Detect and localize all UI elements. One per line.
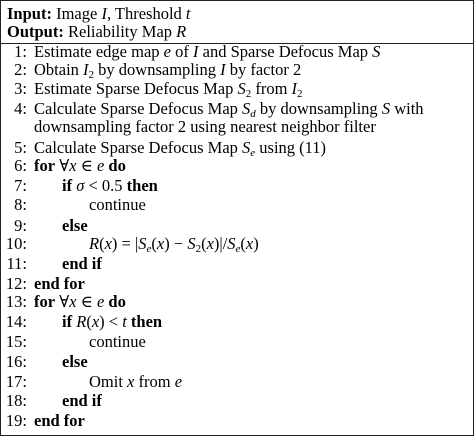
text-fragment: ( xyxy=(86,312,92,331)
algorithm-line xyxy=(1,61,473,79)
algorithm-line xyxy=(1,80,473,98)
keyword: end for xyxy=(34,411,85,430)
output-var: R xyxy=(176,22,187,41)
keyword: if xyxy=(62,176,73,195)
input-var-2: t xyxy=(185,4,191,23)
text-fragment: of xyxy=(171,42,193,61)
subscript: 2 xyxy=(88,69,95,81)
text-fragment: ∈ xyxy=(76,156,97,175)
math-variable: x xyxy=(91,312,100,331)
line-content xyxy=(34,293,126,311)
algorithm-line xyxy=(1,255,473,273)
line-content xyxy=(34,43,380,61)
output-line xyxy=(7,23,186,41)
line-number: 16: xyxy=(5,352,27,371)
algorithm-line xyxy=(1,139,473,157)
text-fragment: ) − xyxy=(164,234,188,253)
math-variable: S xyxy=(372,42,381,61)
keyword: then xyxy=(130,312,163,331)
line-number: 10: xyxy=(5,234,27,253)
line-content xyxy=(89,196,146,214)
text-fragment: ) < xyxy=(99,312,123,331)
line-number: 8: xyxy=(14,195,27,214)
line-content xyxy=(34,412,85,430)
math-variable: S xyxy=(242,138,251,157)
line-content xyxy=(34,157,126,175)
line-content xyxy=(62,313,162,331)
math-variable: S xyxy=(227,234,236,253)
math-variable: x xyxy=(206,234,214,253)
line-number: 13: xyxy=(5,292,27,311)
algorithm-line xyxy=(1,235,473,253)
text-fragment: and Sparse Defocus Map xyxy=(198,42,373,61)
text-fragment: by downsampling xyxy=(94,60,221,79)
text-fragment: continue xyxy=(89,332,146,351)
text-fragment: ( xyxy=(151,234,157,253)
text-fragment: continue xyxy=(89,195,146,214)
math-variable: x xyxy=(245,234,254,253)
input-text-2: , Threshold xyxy=(106,4,186,23)
line-number: 11: xyxy=(6,254,27,273)
text-fragment: from xyxy=(251,79,292,98)
math-variable: S xyxy=(187,234,196,253)
output-text: Reliability Map xyxy=(67,22,177,41)
math-variable: I xyxy=(220,60,226,79)
line-number: 19: xyxy=(5,411,27,430)
text-fragment: from xyxy=(134,372,175,391)
subscript: d xyxy=(250,108,256,120)
math-variable: S xyxy=(242,99,251,118)
line-number: 15: xyxy=(5,332,27,351)
line-content xyxy=(34,118,376,136)
line-content xyxy=(62,177,158,195)
line-number: 18: xyxy=(5,391,27,410)
algorithm-line xyxy=(1,177,473,195)
line-number: 9: xyxy=(14,216,27,235)
algorithm-line xyxy=(1,43,473,61)
input-label: Input: xyxy=(7,4,52,23)
keyword: end for xyxy=(34,274,85,293)
text-fragment: Omit xyxy=(89,372,128,391)
text-fragment: ) xyxy=(253,234,259,253)
text-fragment: Estimate edge map xyxy=(34,42,164,61)
line-number: 2: xyxy=(14,60,27,79)
algorithm-line xyxy=(1,293,473,311)
keyword: do xyxy=(108,156,126,175)
math-variable: x xyxy=(156,234,165,253)
line-content xyxy=(62,217,88,235)
text-fragment: Calculate Sparse Defocus Map xyxy=(34,138,243,157)
text-fragment: by factor 2 xyxy=(225,60,302,79)
text-fragment: Estimate Sparse Defocus Map xyxy=(34,79,238,98)
keyword: if xyxy=(62,312,73,331)
keyword: then xyxy=(126,176,158,195)
algorithm-line xyxy=(1,412,473,430)
output-label: Output: xyxy=(7,22,64,41)
math-variable: e xyxy=(163,42,171,61)
text-fragment: ( xyxy=(201,234,207,253)
text-fragment: )|/ xyxy=(213,234,228,253)
algorithm-line xyxy=(1,157,473,175)
math-variable: R xyxy=(89,234,100,253)
subscript: e xyxy=(235,243,241,255)
algorithm-line xyxy=(1,353,473,371)
algorithm-line xyxy=(1,373,473,391)
math-variable: S xyxy=(381,99,391,118)
text-fragment: Calculate Sparse Defocus Map xyxy=(34,99,243,118)
algorithm-line xyxy=(1,275,473,293)
line-content xyxy=(62,392,102,410)
math-variable: I xyxy=(193,42,199,61)
input-line xyxy=(7,5,191,23)
line-number: 5: xyxy=(14,138,27,157)
text-fragment: using (11) xyxy=(255,138,327,157)
subscript: 2 xyxy=(245,88,252,100)
line-number: 4: xyxy=(14,99,27,118)
math-variable: σ xyxy=(76,176,85,195)
algorithm-line xyxy=(1,392,473,410)
text-fragment: ∀ xyxy=(55,292,70,311)
keyword: end if xyxy=(62,391,102,410)
algorithm-line xyxy=(1,217,473,235)
math-variable: e xyxy=(96,292,105,311)
input-text: Image xyxy=(56,4,102,23)
algorithm-line xyxy=(1,313,473,331)
math-variable: e xyxy=(174,372,183,391)
text-fragment: ( xyxy=(99,234,105,253)
line-number: 6: xyxy=(14,156,27,175)
line-number: 3: xyxy=(14,79,27,98)
line-number: 12: xyxy=(5,274,27,293)
math-variable: S xyxy=(138,234,147,253)
input-var: I xyxy=(101,4,107,23)
line-number: 1: xyxy=(14,42,27,61)
algorithm-line xyxy=(1,100,473,118)
math-variable: x xyxy=(104,234,112,253)
line-content xyxy=(34,275,85,293)
line-number: 14: xyxy=(5,312,27,331)
line-content xyxy=(62,255,102,273)
math-variable: I xyxy=(291,79,298,98)
keyword: else xyxy=(62,216,88,235)
algorithm-line xyxy=(1,196,473,214)
math-variable: R xyxy=(76,312,87,331)
keyword: else xyxy=(62,352,88,371)
line-content xyxy=(62,353,88,371)
math-variable: t xyxy=(122,312,127,331)
text-fragment: ∈ xyxy=(76,292,97,311)
math-variable: x xyxy=(127,372,135,391)
keyword: for xyxy=(34,156,56,175)
text-fragment: ( xyxy=(240,234,246,253)
subscript: 2 xyxy=(297,88,303,100)
text-fragment: ) = | xyxy=(111,234,139,253)
keyword: end if xyxy=(62,254,102,273)
text-fragment: with xyxy=(390,99,424,118)
subscript: 2 xyxy=(195,243,202,255)
algorithm-line xyxy=(1,333,473,351)
math-variable: S xyxy=(237,79,246,98)
keyword: do xyxy=(108,292,126,311)
text-fragment: by downsampling xyxy=(255,99,382,118)
subscript: e xyxy=(250,147,256,159)
line-content xyxy=(89,333,146,351)
algorithm-line xyxy=(1,118,473,136)
text-fragment: ∀ xyxy=(55,156,70,175)
line-content xyxy=(89,373,182,391)
math-variable: x xyxy=(69,156,77,175)
text-fragment: downsampling factor 2 using nearest neighbor filter xyxy=(34,117,376,136)
line-number: 7: xyxy=(14,176,27,195)
keyword: for xyxy=(34,292,56,311)
text-fragment: < 0.5 xyxy=(84,176,127,195)
subscript: e xyxy=(146,243,152,255)
math-variable: I xyxy=(83,60,89,79)
line-number: 17: xyxy=(5,372,27,391)
math-variable: e xyxy=(96,156,105,175)
text-fragment: Obtain xyxy=(34,60,84,79)
math-variable: x xyxy=(69,292,77,311)
